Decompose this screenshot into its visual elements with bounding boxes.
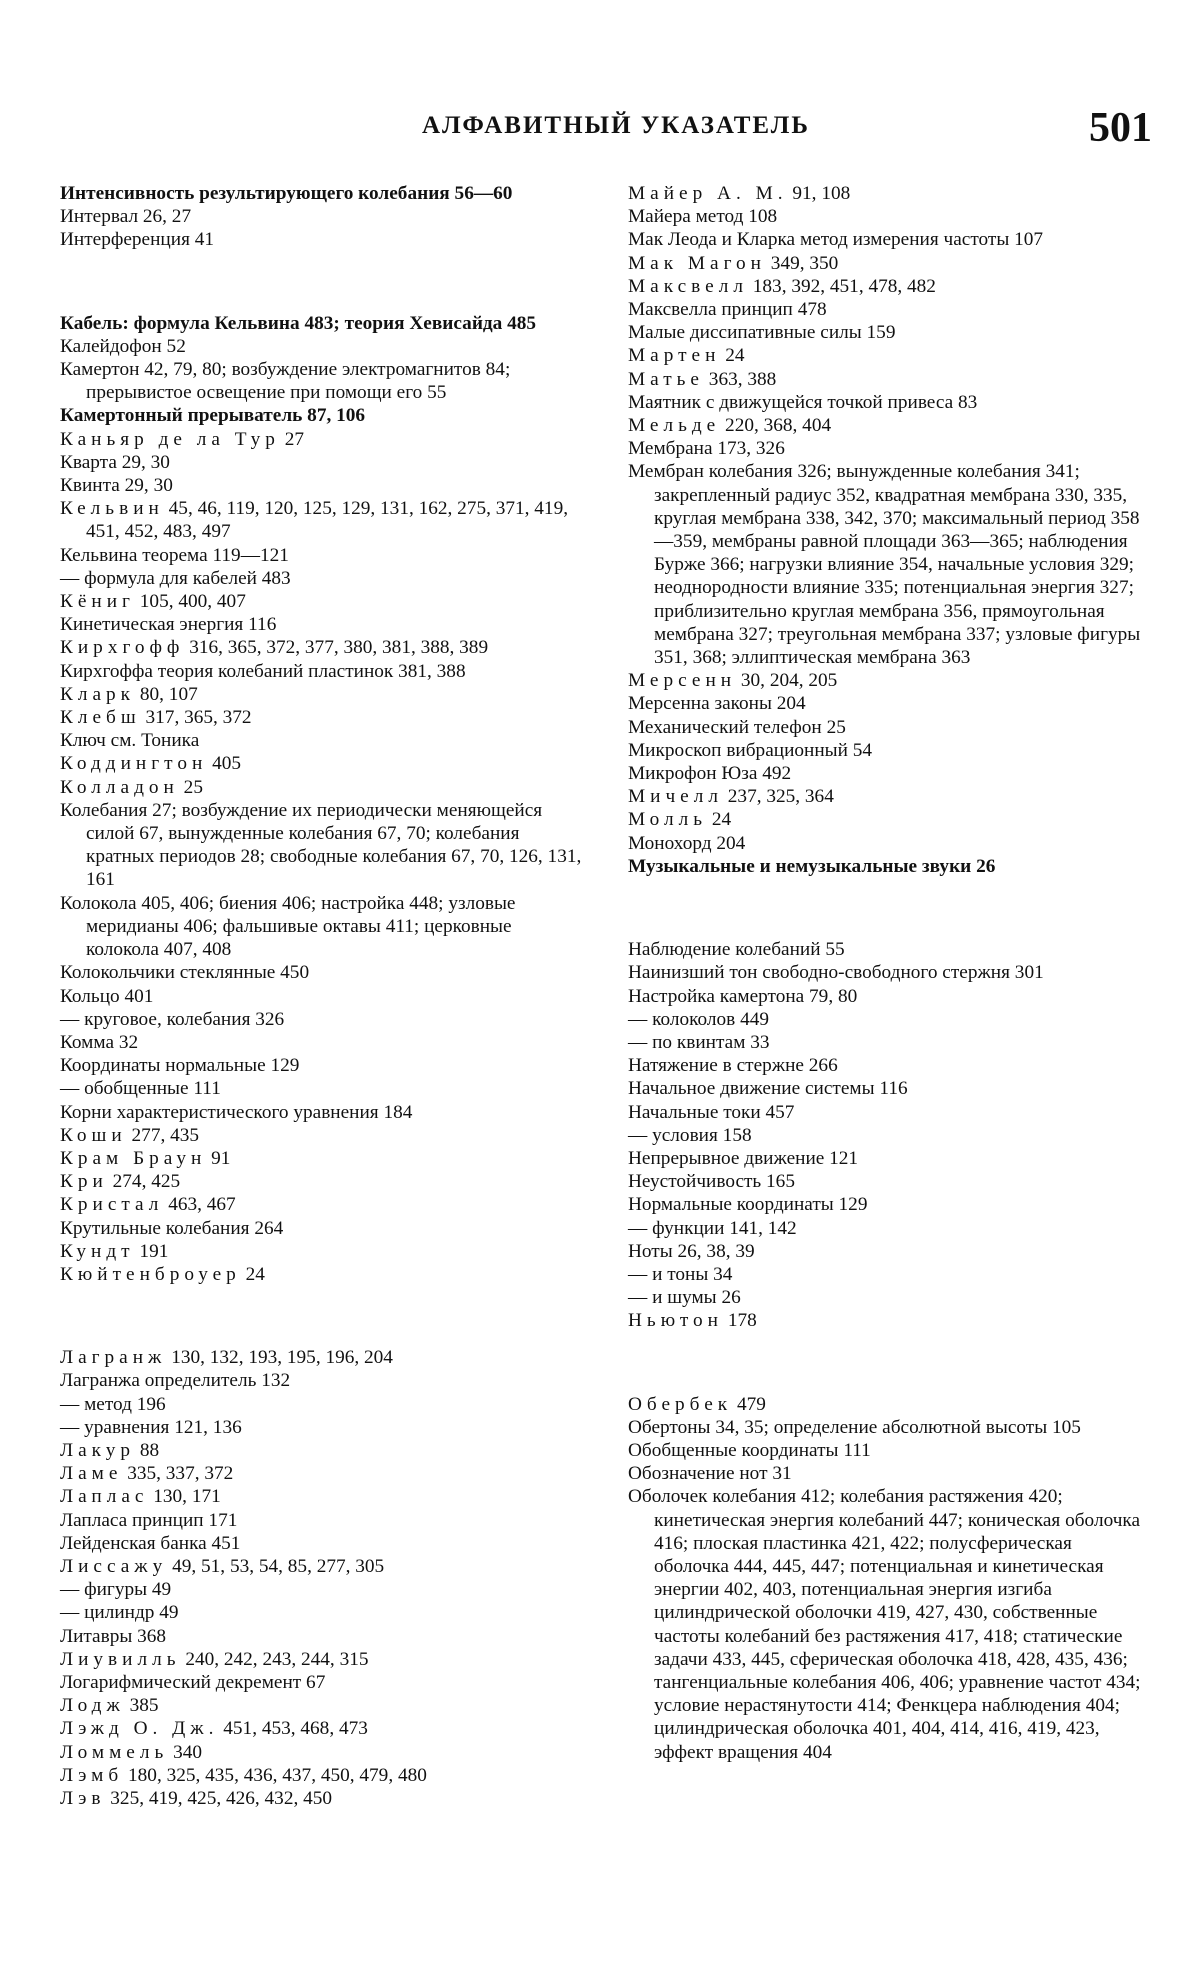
index-entry: Камертон 42, 79, 80; возбуждение электромагнитов 84; прерывистое освещение при помощи его 55 <box>60 359 511 404</box>
index-entry: Лэмб 180, 325, 435, 436, 437, 450, 479, 480 <box>60 1764 427 1786</box>
index-entry: Максвелла принцип 478 <box>628 299 827 321</box>
index-entry: Мичелл 237, 325, 364 <box>628 786 834 808</box>
index-entry: Лаплас 130, 171 <box>60 1486 221 1508</box>
index-entry: Колладон 25 <box>60 776 203 798</box>
index-entry: Ноты 26, 38, 39 <box>628 1240 755 1262</box>
index-entry: Мельде 220, 368, 404 <box>628 415 832 437</box>
index-entry: Кельвин 45, 46, 119, 120, 125, 129, 131, 162, 275, 371, 419, 451, 452, 483, 497 <box>60 498 569 543</box>
index-entry: Механический телефон 25 <box>628 716 846 738</box>
index-entry: Кольцо 401 <box>60 985 154 1007</box>
index-entry: Лагранж 130, 132, 193, 195, 196, 204 <box>60 1347 393 1369</box>
index-entry: Кёниг 105, 400, 407 <box>60 591 246 613</box>
index-entry: Майера метод 108 <box>628 206 778 228</box>
index-entry: Интервал 26, 27 <box>60 206 192 228</box>
section-gap <box>60 1286 588 1346</box>
index-entry: Крам Браун 91 <box>60 1147 231 1169</box>
index-entry: Ломмель 340 <box>60 1741 202 1763</box>
index-entry: — формула для кабелей 483 <box>60 567 291 589</box>
index-entry: Координаты нормальные 129 <box>60 1055 300 1077</box>
index-entry: Лагранжа определитель 132 <box>60 1370 291 1392</box>
index-entry: Лиссажу 49, 51, 53, 54, 85, 277, 305 <box>60 1555 385 1577</box>
index-entry: Наинизший тон свободно-свободного стержня 301 <box>628 962 1044 984</box>
index-entry: Калейдофон 52 <box>60 335 186 357</box>
index-entry: Кварта 29, 30 <box>60 451 170 473</box>
running-title: АЛФАВИТНЫЙ УКАЗАТЕЛЬ <box>422 112 810 139</box>
index-entry: Интенсивность результирующего колебания 56—60 <box>60 183 513 204</box>
index-entry: — по квинтам 33 <box>628 1031 770 1053</box>
index-entry: Кельвина теорема 119—121 <box>60 544 289 566</box>
index-entry: Мак Леода и Кларка метод измерения частоты 107 <box>628 229 1044 251</box>
index-entry: Лэв 325, 419, 425, 426, 432, 450 <box>60 1788 333 1809</box>
index-entry: — метод 196 <box>60 1393 166 1415</box>
index-entry: Колокольчики стеклянные 450 <box>60 962 310 984</box>
index-entry: Литавры 368 <box>60 1625 167 1647</box>
index-entry: Микрофон Юза 492 <box>628 763 792 785</box>
index-entry: — цилиндр 49 <box>60 1602 179 1624</box>
index-entry: Натяжение в стержне 266 <box>628 1055 838 1077</box>
index-entry: Обертоны 34, 35; определение абсолютной высоты 105 <box>628 1416 1081 1438</box>
index-entry: Обозначение нот 31 <box>628 1463 792 1485</box>
index-entry: — и тоны 34 <box>628 1263 733 1285</box>
index-entry: Кинетическая энергия 116 <box>60 614 277 636</box>
section-gap <box>628 1333 1148 1393</box>
index-entry: Лиувилль 240, 242, 243, 244, 315 <box>60 1648 369 1670</box>
index-entry: Матье 363, 388 <box>628 368 777 390</box>
index-entry: Ключ см. Тоника <box>60 730 200 752</box>
index-entry: Мембран колебания 326; вынужденные колебания 341; закрепленный радиус 352, квадратная мембрана 330, 335, круглая мембрана 338, 342, 370; максимальный период 358—359, мембраны равной площади 363—365; наблюдения Бурже 366; нагрузки влияние 354, начальные условия 329; неоднородности влияние 335; потенциальная энергия 327; приблизительно круглая мембрана 356, прямоугольная мембрана 327; треугольная мембрана 337; узловые фигуры 351, 368; эллиптическая мембрана 363 <box>628 461 1141 669</box>
index-entry: — колоколов 449 <box>628 1008 770 1030</box>
index-entry: Начальное движение системы 116 <box>628 1078 908 1100</box>
index-entry: Неустойчивость 165 <box>628 1171 795 1193</box>
index-entry: Настройка камертона 79, 80 <box>628 985 858 1007</box>
index-entry: — круговое, колебания 326 <box>60 1008 285 1030</box>
index-entry: Ламе 335, 337, 372 <box>60 1463 234 1485</box>
page-number: 501 <box>1089 105 1152 151</box>
index-entry: Маятник с движущейся точкой привеса 83 <box>628 391 978 413</box>
index-entry: Мартен 24 <box>628 345 745 367</box>
index-entry: Непрерывное движение 121 <box>628 1147 859 1169</box>
index-entry: Малые диссипативные силы 159 <box>628 322 896 344</box>
index-entry: Камертонный прерыватель 87, 106 <box>60 405 366 427</box>
index-entry: Мембрана 173, 326 <box>628 438 785 460</box>
index-entry: Коши 277, 435 <box>60 1124 200 1146</box>
index-entry: — функции 141, 142 <box>628 1217 797 1239</box>
index-entry: Мак Магон 349, 350 <box>628 252 839 274</box>
section-gap <box>60 252 588 312</box>
index-entry: Кристал 463, 467 <box>60 1194 236 1216</box>
section-gap <box>628 878 1148 938</box>
index-entry: Лапласа принцип 171 <box>60 1509 238 1531</box>
index-entry: Комма 32 <box>60 1031 139 1053</box>
index-entry: Лакур 88 <box>60 1439 160 1461</box>
index-entry: — и шумы 26 <box>628 1287 741 1309</box>
index-entry: Кундт 191 <box>60 1240 169 1262</box>
index-entry: Ньютон 178 <box>628 1310 757 1332</box>
index-entry: Наблюдение колебаний 55 <box>628 939 845 961</box>
index-entry: Микроскоп вибрационный 54 <box>628 739 873 761</box>
index-entry: Майер А. М. 91, 108 <box>628 183 851 204</box>
index-entry: Каньяр де ла Тур 27 <box>60 428 305 450</box>
index-entry: Корни характеристического уравнения 184 <box>60 1101 413 1123</box>
index-entry: Колокола 405, 406; биения 406; настройка 448; узловые меридианы 406; фальшивые октавы 411; церковные колокола 407, 408 <box>60 892 516 961</box>
index-column-left <box>60 182 588 1810</box>
index-entry: — обобщенные 111 <box>60 1078 221 1100</box>
page-header <box>62 104 1152 152</box>
index-entry: Мерсенна законы 204 <box>628 693 806 715</box>
index-entry: Логарифмический декремент 67 <box>60 1671 326 1693</box>
index-column-right <box>628 182 1148 1764</box>
index-entry: — фигуры 49 <box>60 1579 172 1601</box>
index-entry: Кюйтенброуер 24 <box>60 1263 265 1285</box>
index-entry: Кларк 80, 107 <box>60 683 198 705</box>
index-entry: Крутильные колебания 264 <box>60 1217 284 1239</box>
index-entry: Оболочек колебания 412; колебания растяжения 420; кинетическая энергия колебаний 447; коническая оболочка 416; плоская пластинка 421, 422; полусферическая оболочка 444, 445, 447; потенциальная и кинетическая энергии 402, 403, потенциальная энергия изгиба цилиндрической оболочки 419, 427, 430, собственные частоты колебаний без растяжения 417, 418; статические задачи 433, 445, сферическая оболочка 418, 428, 435, 436; тангенциальные колебания 406, 406; уравнение частот 434; условие нерастянутости 414; Фенкцера наблюдения 404; цилиндрическая оболочка 401, 404, 414, 416, 419, 423, эффект вращения 404 <box>628 1486 1141 1763</box>
index-entry: Интерференция 41 <box>60 229 215 251</box>
index-entry: Кирхгофф 316, 365, 372, 377, 380, 381, 388, 389 <box>60 637 489 659</box>
index-entry: Кирхгоффа теория колебаний пластинок 381, 388 <box>60 660 466 682</box>
index-entry: Мерсенн 30, 204, 205 <box>628 670 838 692</box>
index-entry: Лэжд О. Дж. 451, 453, 468, 473 <box>60 1718 368 1740</box>
index-entry: Коддингтон 405 <box>60 753 242 775</box>
index-entry: Колебания 27; возбуждение их периодически меняющейся силой 67, вынужденные колебания 67, 70; колебания кратных периодов 28; свободные колебания 67, 70, 126, 131, 161 <box>60 799 582 891</box>
index-entry: Молль 24 <box>628 809 732 831</box>
index-entry: Начальные токи 457 <box>628 1101 795 1123</box>
index-entry: Обобщенные координаты 111 <box>628 1439 871 1461</box>
index-entry: Лодж 385 <box>60 1695 159 1717</box>
index-entry: Музыкальные и немузыкальные звуки 26 <box>628 855 996 877</box>
index-entry: Нормальные координаты 129 <box>628 1194 868 1216</box>
index-entry: Лейденская банка 451 <box>60 1532 241 1554</box>
index-entry: Максвелл 183, 392, 451, 478, 482 <box>628 275 936 297</box>
index-entry: Обербек 479 <box>628 1393 766 1415</box>
index-entry: Кабель: формула Кельвина 483; теория Хевисайда 485 <box>60 312 537 334</box>
index-entry: — условия 158 <box>628 1124 752 1146</box>
index-entry: Квинта 29, 30 <box>60 475 173 497</box>
index-entry: — уравнения 121, 136 <box>60 1416 242 1438</box>
index-entry: Монохорд 204 <box>628 832 746 854</box>
index-entry: Клебш 317, 365, 372 <box>60 707 252 729</box>
index-entry: Кри 274, 425 <box>60 1171 181 1193</box>
